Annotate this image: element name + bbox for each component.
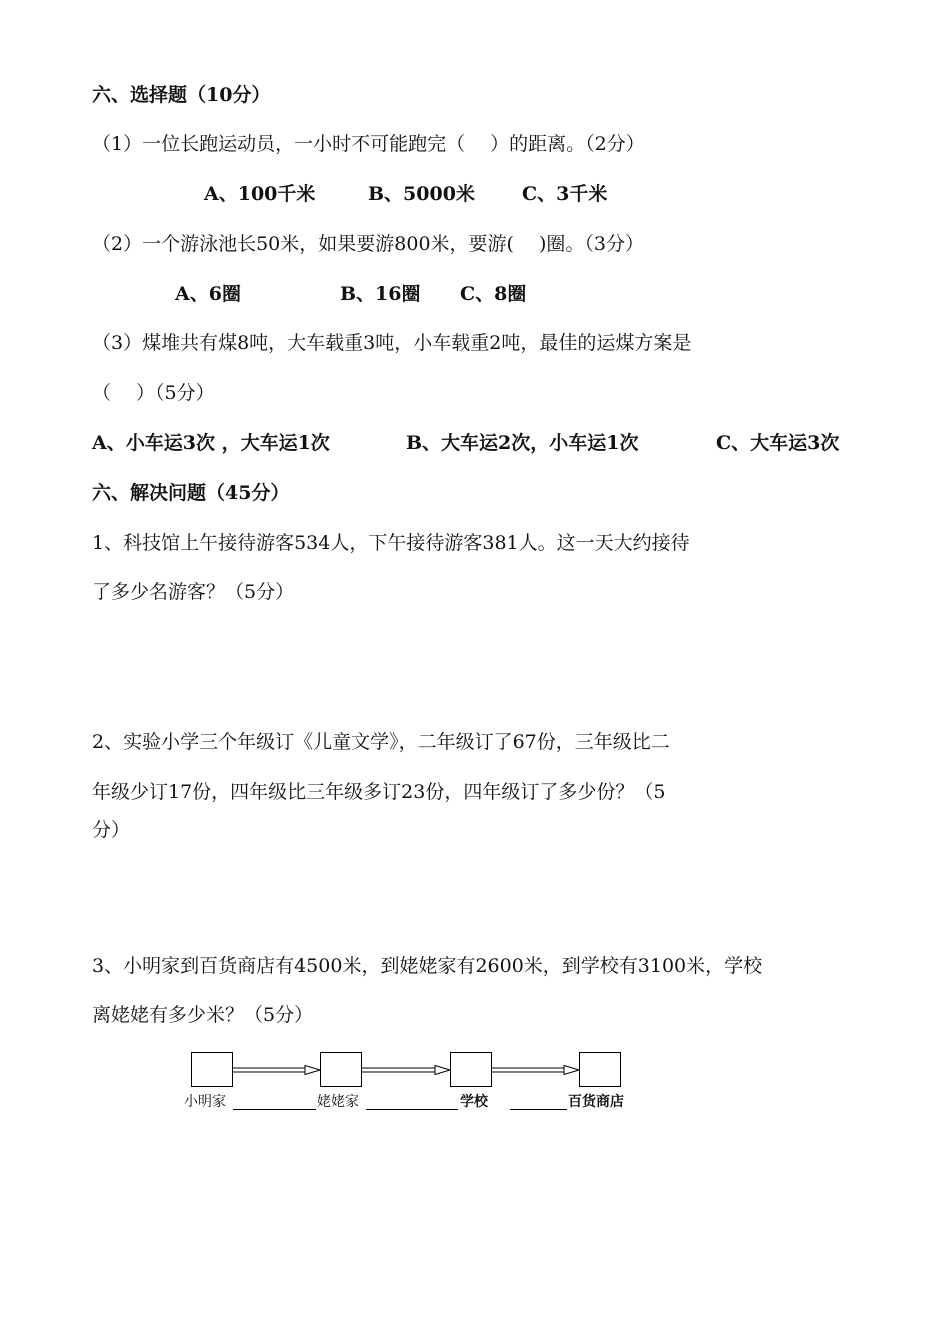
problem-3-line1: 3、小明家到百货商店有4500米，到姥姥家有2600米，到学校有3100米，学校 (92, 955, 763, 977)
problem-2-line2: 年级少订17份，四年级比三年级多订23份，四年级订了多少份？（5 (92, 781, 666, 803)
diagram-arrow-3 (492, 1065, 580, 1075)
choice-q3-stem-line2: （ ）（5分） (92, 382, 215, 404)
diagram-box-school (450, 1052, 492, 1087)
choice-q2-stem: （2）一个游泳池长50米，如果要游800米，要游( )圈。（3分） (92, 233, 644, 255)
choice-q3-option-b: B、大车运2次，小车运1次 (406, 432, 639, 454)
diagram-label-school: 学校 (460, 1094, 488, 1110)
diagram-box-home (191, 1052, 233, 1087)
problem-1-line2: 了多少名游客？（5分） (92, 581, 295, 603)
problem-3-line2: 离姥姥有多少米？（5分） (92, 1004, 314, 1026)
choice-q1-option-c: C、3千米 (522, 183, 608, 205)
choice-q1-stem: （1）一位长跑运动员，一小时不可能跑完（ ）的距离。（2分） (92, 133, 645, 155)
choice-q2-option-b: B、16圈 (340, 283, 421, 305)
problem-2-line1: 2、实验小学三个年级订《儿童文学》，二年级订了67份，三年级比二 (92, 731, 670, 753)
diagram-arrow-1 (233, 1065, 321, 1075)
choice-q3-option-a: A、小车运3次 ，大车运1次 (92, 432, 330, 454)
problem-1-line1: 1、科技馆上午接待游客534人，下午接待游客381人。这一天大约接待 (92, 532, 690, 554)
diagram-label-home: 小明家 (184, 1094, 226, 1110)
diagram-blank-3 (510, 1109, 567, 1110)
problem-2-line3: 分） (92, 819, 131, 841)
diagram-label-store: 百货商店 (568, 1094, 624, 1110)
choice-q1-option-b: B、5000米 (368, 183, 475, 205)
section-title-choice: 六、选择题（10分） (92, 84, 271, 106)
diagram-arrow-2 (362, 1065, 451, 1075)
diagram-box-grandma (320, 1052, 362, 1087)
diagram-blank-2 (366, 1109, 458, 1110)
diagram-box-store (579, 1052, 621, 1087)
diagram-blank-1 (233, 1109, 316, 1110)
choice-q2-option-c: C、8圈 (460, 283, 527, 305)
diagram-label-grandma: 姥姥家 (317, 1094, 359, 1110)
choice-q1-option-a: A、100千米 (204, 183, 316, 205)
choice-q2-option-a: A、6圈 (175, 283, 241, 305)
choice-q3-option-c: C、大车运3次 (716, 432, 840, 454)
section-title-solve: 六、解决问题（45分） (92, 482, 290, 504)
choice-q3-stem-line1: （3）煤堆共有煤8吨，大车载重3吨，小车载重2吨，最佳的运煤方案是 (92, 332, 692, 354)
